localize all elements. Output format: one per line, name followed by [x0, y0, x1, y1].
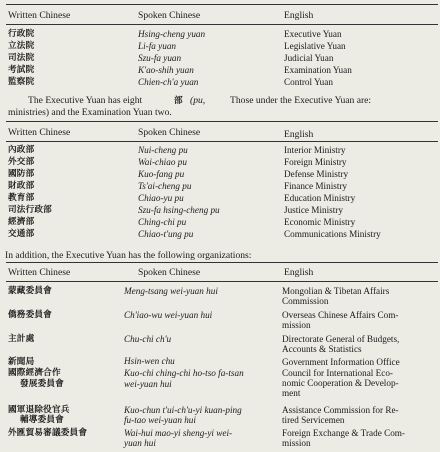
table-row-spoken: fu-tao wei-yuan hui — [124, 415, 196, 425]
table-row-english: Overseas Chinese Affairs Com- — [282, 310, 399, 320]
table-row-english: Assistance Commission for Re- — [282, 405, 399, 415]
table-row-english: Foreign Ministry — [284, 157, 347, 167]
table-row-spoken: Ts'ai-cheng pu — [138, 181, 192, 191]
table-row-zh: 司法行政部 — [8, 205, 52, 215]
paragraph-1-c: Those under the Executive Yuan are: — [230, 95, 372, 106]
table-row-english: Foreign Exchange & Trade Com- — [282, 428, 405, 438]
header-english: English — [284, 10, 314, 21]
table-row-english: Control Yuan — [284, 77, 333, 87]
table-row-spoken: Kuo-chi ching-chi ho-tso fa-tsan — [124, 368, 244, 378]
table-row-english: nomic Cooperation & Develop- — [282, 378, 399, 388]
table-row-zh: 外交部 — [8, 157, 35, 167]
table-row-zh: 財政部 — [8, 181, 35, 191]
table-row-spoken: K'ao-shih yuan — [138, 65, 194, 75]
table-row-spoken: Szu-fa hsing-cheng pu — [138, 205, 220, 215]
table-row-english: Interior Ministry — [284, 145, 346, 155]
table-row-spoken: Wai-chiao pu — [138, 157, 187, 167]
table-row-english: Judicial Yuan — [284, 53, 334, 63]
table-row-spoken: yuan hui — [124, 438, 156, 448]
table-row-zh: 新聞局 — [8, 357, 35, 367]
header-spoken: Spoken Chinese — [138, 10, 201, 21]
table-top-rule — [6, 262, 438, 263]
table-row-english: mission — [282, 320, 311, 330]
table-row-zh: 立法院 — [8, 41, 35, 51]
table-row-zh: 國防部 — [8, 169, 35, 179]
table-row-english: Directorate General of Budgets, — [282, 334, 400, 344]
table-row-spoken: Chiao-yu pu — [138, 193, 184, 203]
table-row-zh: 內政部 — [8, 145, 35, 155]
table-row-zh: 國際經濟合作 — [8, 368, 61, 378]
table-row-english: Legislative Yuan — [284, 41, 346, 51]
table-row-zh: 考試院 — [8, 65, 35, 75]
table-row-english: Commission — [282, 296, 329, 306]
paragraph-1-a: The Executive Yuan has eight — [28, 95, 143, 106]
table-row-zh: 司法院 — [8, 53, 35, 63]
table-row-spoken: Meng-tsang wei-yuan hui — [124, 286, 218, 296]
header-english: English — [284, 267, 314, 278]
table-row-zh: 輔導委員會 — [20, 415, 64, 425]
header-english: English — [284, 129, 314, 140]
table-row-english: Council for International Eco- — [282, 368, 393, 378]
table-row-english: Examination Yuan — [284, 65, 352, 75]
paragraph-1-zh: 部 — [174, 96, 183, 106]
table-row-spoken: Ching-chi pu — [138, 217, 187, 227]
table-row-english: Mongolian & Tibetan Affairs — [282, 286, 390, 296]
table-row-zh: 教育部 — [8, 193, 35, 203]
table-row-spoken: Wai-hui mao-yi sheng-yi wei- — [124, 428, 233, 438]
header-spoken: Spoken Chinese — [138, 267, 201, 278]
paragraph-2: In addition, the Executive Yuan has the following organizations: — [5, 250, 252, 261]
table-row-english: Defense Ministry — [284, 169, 349, 179]
table-row-spoken: Szu-fa yuan — [138, 53, 182, 63]
table-row-zh: 發展委員會 — [20, 379, 64, 389]
table-row-english: Economic Ministry — [284, 217, 356, 227]
table-top-rule — [6, 4, 438, 5]
table-row-zh: 蒙藏委員會 — [8, 286, 52, 296]
header-written: Written Chinese — [8, 267, 71, 278]
header-spoken: Spoken Chinese — [138, 127, 201, 138]
table-row-spoken: Ch'iao-wu wei-yuan hui — [124, 310, 213, 320]
paragraph-1-b: (pu, — [190, 95, 206, 106]
table-row-spoken: Chu-chi ch'u — [124, 334, 172, 344]
table-row-zh: 僑務委員會 — [8, 310, 52, 320]
table-row-zh: 主計處 — [8, 334, 35, 344]
table-row-zh: 交通部 — [8, 229, 35, 239]
header-rule — [6, 281, 438, 282]
table-row-spoken: Kuo-chun t'ui-ch'u-yi kuan-ping — [124, 405, 242, 415]
paragraph-1-line2: ministries) and the Examination Yuan two. — [8, 107, 172, 118]
table-row-english: tired Servicemen — [282, 415, 345, 425]
table-top-rule — [6, 121, 438, 122]
table-row-spoken: Kuo-fang pu — [138, 169, 185, 179]
table-row-english: Executive Yuan — [284, 29, 342, 39]
table-row-zh: 經濟部 — [8, 217, 35, 227]
table-row-english: mission — [282, 438, 311, 448]
header-written: Written Chinese — [8, 10, 71, 21]
table-row-spoken: Hsin-wen chu — [124, 356, 175, 366]
table-row-spoken: Hsing-cheng yuan — [138, 29, 206, 39]
table-row-english: Education Ministry — [284, 193, 356, 203]
table-row-zh: 外匯貿易審議委員會 — [8, 428, 88, 438]
table-row-zh: 監察院 — [8, 77, 35, 87]
table-row-english: Government Information Office — [282, 357, 400, 367]
table-row-english: ment — [282, 388, 301, 398]
table-row-english: Communications Ministry — [284, 229, 381, 239]
table-row-zh: 行政院 — [8, 29, 35, 39]
table-row-spoken: Nui-cheng pu — [138, 145, 188, 155]
table-row-spoken: Chien-ch'a yuan — [138, 77, 199, 87]
table-row-spoken: Li-fa yuan — [138, 41, 177, 51]
table-row-english: Finance Ministry — [284, 181, 348, 191]
header-rule — [6, 24, 438, 25]
table-row-english: Accounts & Statistics — [282, 344, 362, 354]
table-row-spoken: wei-yuan hui — [124, 379, 172, 389]
table-row-spoken: Chiao-t'ung pu — [138, 229, 194, 239]
header-written: Written Chinese — [8, 127, 71, 138]
table-row-english: Justice Ministry — [284, 205, 343, 215]
table-row-zh: 國軍退除役官兵 — [8, 405, 70, 415]
header-rule — [6, 141, 438, 142]
